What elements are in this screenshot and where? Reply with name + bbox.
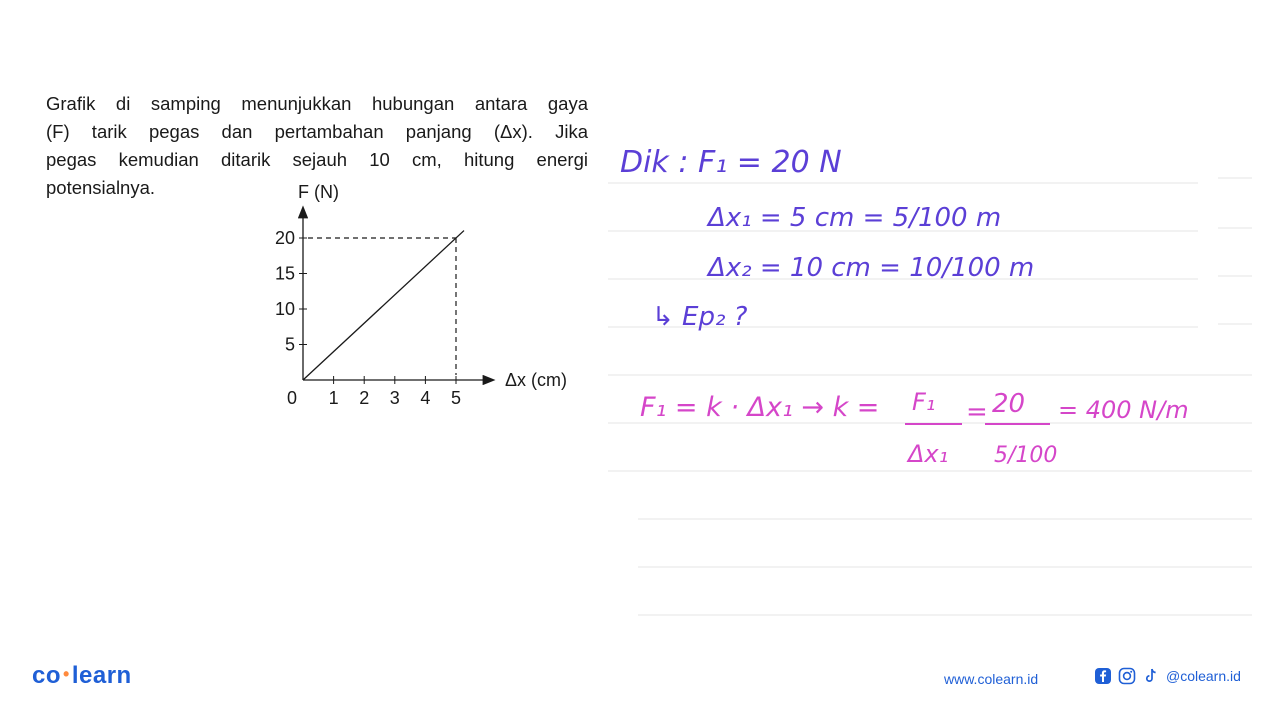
note-frac1-denominator: Δx₁ bbox=[908, 440, 949, 468]
footer-url: www.colearn.id bbox=[944, 671, 1039, 687]
y-tick-label: 5 bbox=[284, 334, 295, 355]
logo-dot: • bbox=[63, 664, 70, 684]
note-frac1-numerator: F₁ bbox=[912, 388, 936, 416]
instagram-icon bbox=[1118, 667, 1136, 685]
x-tick-label: 2 bbox=[359, 388, 370, 408]
problem-line-2: (F) tarik pegas dan pertambahan panjang (Δx). Jika bbox=[46, 121, 588, 142]
note-formula-left: F₁ = k · Δx₁ → k = bbox=[640, 392, 880, 423]
note-delta-x1: Δx₁ = 5 cm = 5/100 m bbox=[708, 203, 1002, 233]
note-delta-x2: Δx₂ = 10 cm = 10/100 m bbox=[708, 253, 1035, 283]
y-tick-label: 15 bbox=[274, 263, 295, 284]
footer-handle: @colearn.id bbox=[1166, 668, 1241, 684]
problem-line-1: Grafik di samping menunjukkan hubungan antara gaya bbox=[46, 93, 588, 114]
x-axis-label: Δx (cm) bbox=[505, 370, 568, 390]
footer-social bbox=[1094, 667, 1241, 685]
origin-label: 0 bbox=[287, 388, 298, 408]
tiktok-icon bbox=[1142, 667, 1160, 685]
logo-left-text: co bbox=[32, 662, 62, 689]
note-equals: = bbox=[966, 397, 988, 427]
x-tick-label: 3 bbox=[389, 388, 400, 408]
y-tick-label: 20 bbox=[274, 228, 295, 248]
note-given-force: Dik : F₁ = 20 N bbox=[620, 145, 842, 180]
x-tick-label: 5 bbox=[450, 388, 462, 408]
note-result: = 400 N/m bbox=[1058, 396, 1189, 424]
logo-right-text: learn bbox=[71, 662, 132, 689]
colearn-logo bbox=[32, 662, 132, 690]
note-frac2-numerator: 20 bbox=[992, 389, 1026, 419]
y-axis-label: F (N) bbox=[298, 182, 339, 202]
problem-line-4: potensialnya. bbox=[46, 177, 156, 198]
problem-line-3: pegas kemudian ditarik sejauh 10 cm, hitung energi bbox=[46, 149, 588, 170]
facebook-icon bbox=[1094, 667, 1112, 685]
note-asked-energy: ↳ Ep₂ ? bbox=[652, 302, 748, 332]
x-tick-label: 1 bbox=[328, 388, 339, 408]
note-frac2-denominator: 5/100 bbox=[994, 443, 1058, 468]
y-tick-label: 10 bbox=[274, 299, 295, 319]
x-tick-label: 4 bbox=[420, 388, 431, 408]
